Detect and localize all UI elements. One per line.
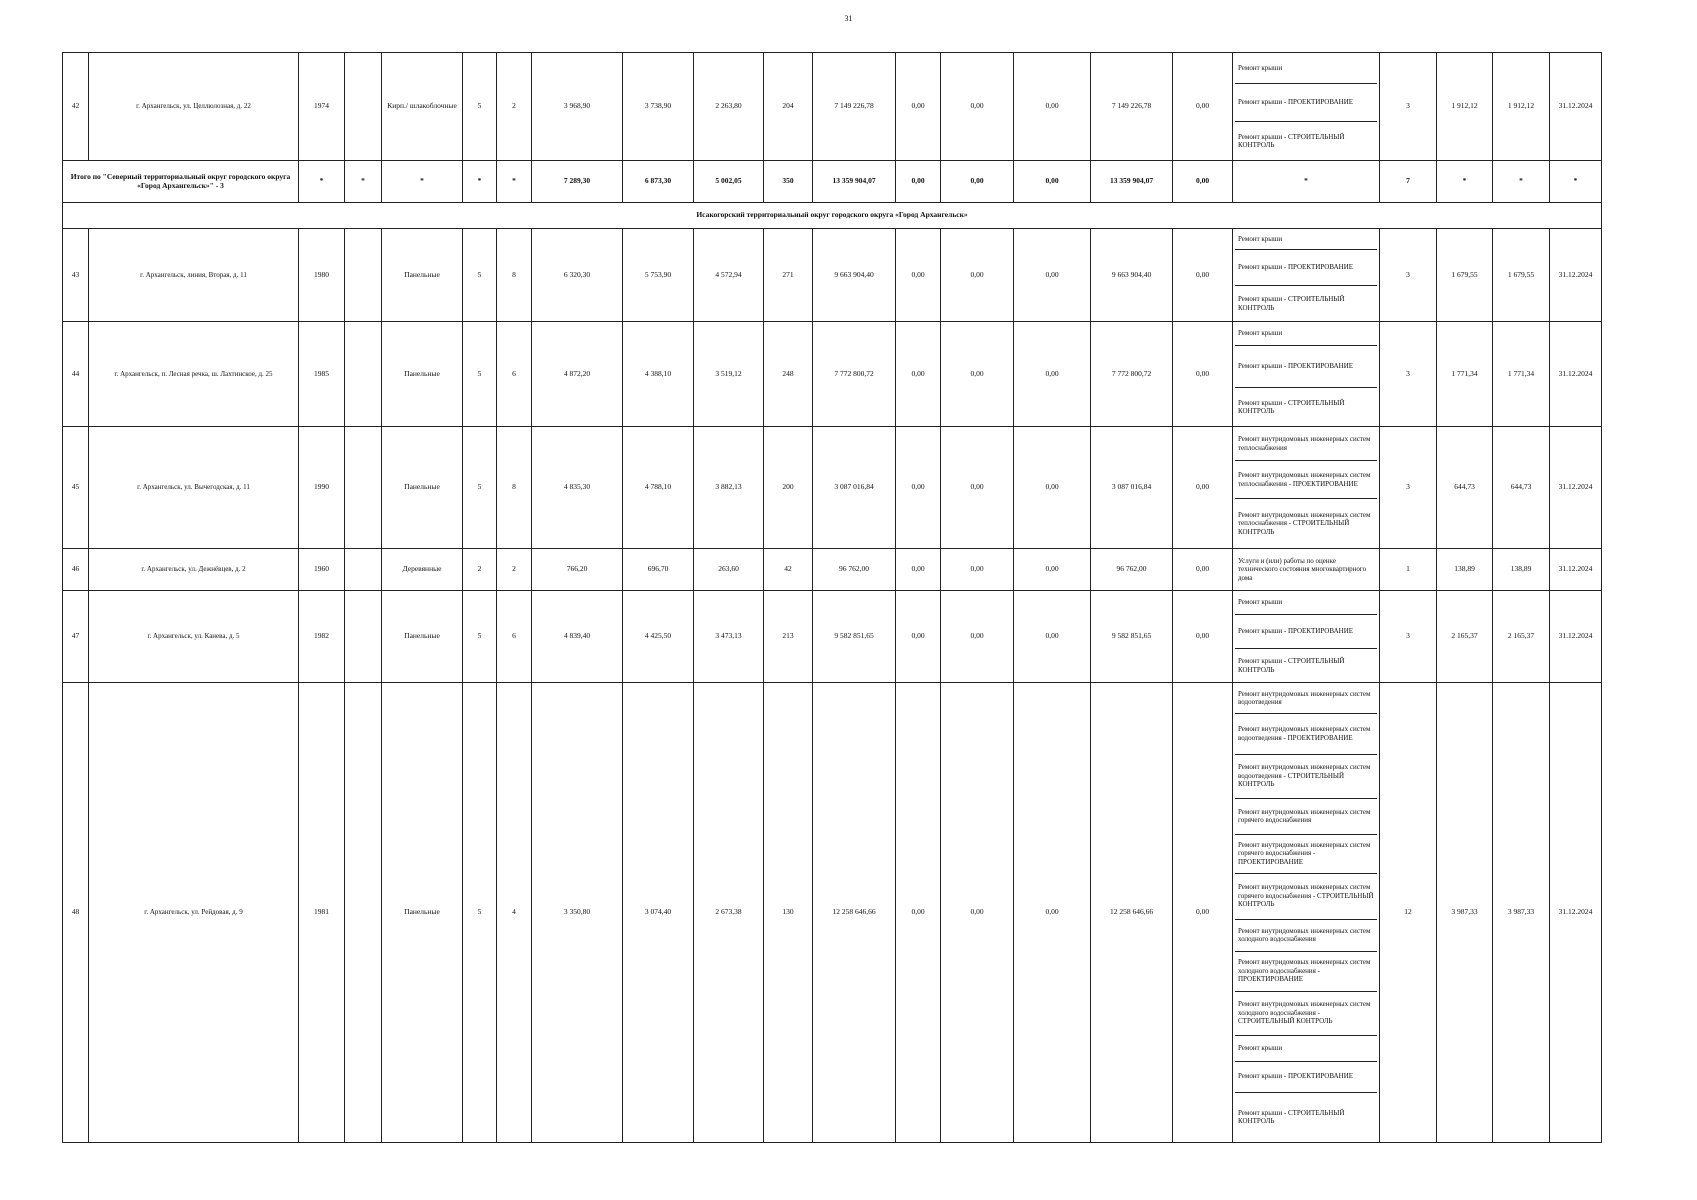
work-item: Ремонт крыши - СТРОИТЕЛЬНЫЙ КОНТРОЛЬ bbox=[1238, 132, 1345, 149]
work-item: Ремонт внутридомовых инженерных систем водоотведения - ПРОЕКТИРОВАНИЕ bbox=[1235, 714, 1377, 755]
floors: 5 bbox=[463, 53, 497, 161]
unit-limit: 1 679,55 bbox=[1493, 229, 1550, 322]
works-count: 12 bbox=[1380, 683, 1437, 1143]
unit-limit: 1 912,12 bbox=[1493, 53, 1550, 161]
area-living: 5 753,90 bbox=[623, 229, 694, 322]
wall-material: Панельные bbox=[382, 591, 463, 683]
residents: 200 bbox=[764, 427, 813, 549]
area-residential: 4 572,94 bbox=[694, 229, 764, 322]
area-total: 4 872,20 bbox=[532, 322, 623, 427]
area-total: 4 835,30 bbox=[532, 427, 623, 549]
fund-other: 0,00 bbox=[1173, 322, 1233, 427]
total-deadline: * bbox=[1550, 161, 1602, 203]
row-number: 42 bbox=[63, 53, 89, 161]
year-built: 1981 bbox=[299, 683, 345, 1143]
floors: 5 bbox=[463, 591, 497, 683]
empty-cell bbox=[345, 683, 382, 1143]
unit-cost: 1 912,12 bbox=[1437, 53, 1493, 161]
work-item: Услуги и (или) работы по оценке технического состояния многоквартирного дома bbox=[1238, 556, 1367, 582]
residents: 248 bbox=[764, 322, 813, 427]
address: г. Архангельск, п. Лесная речка, ш. Лахтинское, д. 25 bbox=[89, 322, 299, 427]
works-list bbox=[1233, 53, 1380, 161]
work-item: Ремонт внутридомовых инженерных систем холодного водоснабжения - ПРОЕКТИРОВАНИЕ bbox=[1235, 952, 1377, 992]
fund-owners: 12 258 646,66 bbox=[1091, 683, 1173, 1143]
unit-cost: 1 679,55 bbox=[1437, 229, 1493, 322]
area-total: 6 320,30 bbox=[532, 229, 623, 322]
deadline: 31.12.2024 bbox=[1550, 683, 1602, 1143]
deadline: 31.12.2024 bbox=[1550, 549, 1602, 591]
year-built: 1985 bbox=[299, 322, 345, 427]
deadline: 31.12.2024 bbox=[1550, 591, 1602, 683]
work-item: Ремонт крыши bbox=[1235, 53, 1377, 84]
total-area-living: 6 873,30 bbox=[623, 161, 694, 203]
fund-region: 0,00 bbox=[941, 229, 1014, 322]
section-row bbox=[63, 203, 1602, 229]
works-count: 3 bbox=[1380, 322, 1437, 427]
fund-region: 0,00 bbox=[941, 322, 1014, 427]
entrances: 4 bbox=[497, 683, 532, 1143]
total-unit-cost: * bbox=[1437, 161, 1493, 203]
address: г. Архангельск, ул. Дежнёвцев, д. 2 bbox=[89, 549, 299, 591]
table-row bbox=[63, 549, 1602, 591]
work-item: Ремонт внутридомовых инженерных систем горячего водоснабжения bbox=[1235, 799, 1377, 835]
unit-cost: 2 165,37 bbox=[1437, 591, 1493, 683]
repair-program-table bbox=[62, 52, 1602, 1143]
work-item: Ремонт внутридомовых инженерных систем водоотведения - СТРОИТЕЛЬНЫЙ КОНТРОЛЬ bbox=[1235, 755, 1377, 799]
area-living: 4 388,10 bbox=[623, 322, 694, 427]
area-total: 3 350,80 bbox=[532, 683, 623, 1143]
works-list bbox=[1233, 549, 1380, 591]
total-fund-region: 0,00 bbox=[941, 161, 1014, 203]
unit-limit: 3 987,33 bbox=[1493, 683, 1550, 1143]
unit-cost: 644,73 bbox=[1437, 427, 1493, 549]
year-built: 1980 bbox=[299, 229, 345, 322]
floors: 5 bbox=[463, 322, 497, 427]
entrances: 8 bbox=[497, 427, 532, 549]
total-fund-local: 0,00 bbox=[1014, 161, 1091, 203]
area-living: 4 425,50 bbox=[623, 591, 694, 683]
fund-federal: 0,00 bbox=[896, 322, 941, 427]
area-residential: 3 882,13 bbox=[694, 427, 764, 549]
fund-owners: 7 772 800,72 bbox=[1091, 322, 1173, 427]
floors: 2 bbox=[463, 549, 497, 591]
works-count: 3 bbox=[1380, 229, 1437, 322]
total-cost: 13 359 904,07 bbox=[813, 161, 896, 203]
row-number: 48 bbox=[63, 683, 89, 1143]
unit-limit: 138,89 bbox=[1493, 549, 1550, 591]
wall-material: Панельные bbox=[382, 322, 463, 427]
entrances: 8 bbox=[497, 229, 532, 322]
address: г. Архангельск, ул. Рейдовая, д. 9 bbox=[89, 683, 299, 1143]
work-item: Ремонт крыши bbox=[1235, 1036, 1377, 1062]
address: г. Архангельск, ул. Канева, д. 5 bbox=[89, 591, 299, 683]
floors: 5 bbox=[463, 427, 497, 549]
fund-region: 0,00 bbox=[941, 549, 1014, 591]
empty-cell bbox=[345, 549, 382, 591]
total-count: 7 bbox=[1380, 161, 1437, 203]
work-item: Ремонт крыши - ПРОЕКТИРОВАНИЕ bbox=[1235, 1062, 1377, 1093]
work-item: Ремонт внутридомовых инженерных систем горячего водоснабжения - ПРОЕКТИРОВАНИЕ bbox=[1235, 835, 1377, 874]
residents: 213 bbox=[764, 591, 813, 683]
fund-region: 0,00 bbox=[941, 53, 1014, 161]
works-list bbox=[1233, 683, 1380, 1143]
works-count: 3 bbox=[1380, 591, 1437, 683]
area-total: 4 839,40 bbox=[532, 591, 623, 683]
fund-other: 0,00 bbox=[1173, 427, 1233, 549]
work-item: Ремонт внутридомовых инженерных систем горячего водоснабжения - СТРОИТЕЛЬНЫЙ КОНТРОЛЬ bbox=[1235, 874, 1377, 920]
work-item: Ремонт крыши - СТРОИТЕЛЬНЫЙ КОНТРОЛЬ bbox=[1238, 657, 1345, 674]
work-item: Ремонт внутридомовых инженерных систем теплоснабжения - ПРОЕКТИРОВАНИЕ bbox=[1235, 461, 1377, 499]
area-living: 3 738,90 bbox=[623, 53, 694, 161]
cost-total: 3 087 016,84 bbox=[813, 427, 896, 549]
work-item: Ремонт внутридомовых инженерных систем теплоснабжения bbox=[1235, 427, 1377, 461]
wall-material: Кирп./ шлакоблочные bbox=[382, 53, 463, 161]
table-row bbox=[63, 683, 1602, 1143]
unit-cost: 3 987,33 bbox=[1437, 683, 1493, 1143]
total-cell: * bbox=[345, 161, 382, 203]
empty-cell bbox=[345, 229, 382, 322]
total-residents: 350 bbox=[764, 161, 813, 203]
residents: 271 bbox=[764, 229, 813, 322]
fund-owners: 3 087 016,84 bbox=[1091, 427, 1173, 549]
empty-cell bbox=[345, 53, 382, 161]
work-item: Ремонт крыши - ПРОЕКТИРОВАНИЕ bbox=[1235, 250, 1377, 286]
residents: 130 bbox=[764, 683, 813, 1143]
work-item: Ремонт крыши - ПРОЕКТИРОВАНИЕ bbox=[1235, 346, 1377, 388]
total-fund-other: 0,00 bbox=[1173, 161, 1233, 203]
row-number: 43 bbox=[63, 229, 89, 322]
wall-material: Деревянные bbox=[382, 549, 463, 591]
works-count: 3 bbox=[1380, 53, 1437, 161]
work-item: Ремонт внутридомовых инженерных систем водоотведения bbox=[1235, 684, 1377, 714]
area-residential: 263,60 bbox=[694, 549, 764, 591]
area-total: 766,20 bbox=[532, 549, 623, 591]
row-number: 44 bbox=[63, 322, 89, 427]
row-number: 45 bbox=[63, 427, 89, 549]
total-cell: * bbox=[382, 161, 463, 203]
unit-limit: 2 165,37 bbox=[1493, 591, 1550, 683]
cost-total: 96 762,00 bbox=[813, 549, 896, 591]
residents: 204 bbox=[764, 53, 813, 161]
fund-local: 0,00 bbox=[1014, 53, 1091, 161]
table-row bbox=[63, 229, 1602, 322]
fund-owners: 96 762,00 bbox=[1091, 549, 1173, 591]
wall-material: Панельные bbox=[382, 683, 463, 1143]
unit-cost: 138,89 bbox=[1437, 549, 1493, 591]
unit-limit: 1 771,34 bbox=[1493, 322, 1550, 427]
fund-other: 0,00 bbox=[1173, 53, 1233, 161]
table-row bbox=[63, 427, 1602, 549]
cost-total: 12 258 646,66 bbox=[813, 683, 896, 1143]
works-list bbox=[1233, 322, 1380, 427]
wall-material: Панельные bbox=[382, 427, 463, 549]
total-unit-limit: * bbox=[1493, 161, 1550, 203]
fund-local: 0,00 bbox=[1014, 322, 1091, 427]
residents: 42 bbox=[764, 549, 813, 591]
entrances: 2 bbox=[497, 549, 532, 591]
year-built: 1974 bbox=[299, 53, 345, 161]
area-residential: 3 473,13 bbox=[694, 591, 764, 683]
deadline: 31.12.2024 bbox=[1550, 229, 1602, 322]
work-item: Ремонт крыши - СТРОИТЕЛЬНЫЙ КОНТРОЛЬ bbox=[1238, 295, 1345, 312]
fund-federal: 0,00 bbox=[896, 683, 941, 1143]
area-living: 3 074,40 bbox=[623, 683, 694, 1143]
table-row bbox=[63, 591, 1602, 683]
fund-local: 0,00 bbox=[1014, 549, 1091, 591]
empty-cell bbox=[345, 427, 382, 549]
address: г. Архангельск, ул. Целлюлозная, д. 22 bbox=[89, 53, 299, 161]
work-item: Ремонт крыши bbox=[1235, 591, 1377, 615]
work-item: Ремонт внутридомовых инженерных систем теплоснабжения - СТРОИТЕЛЬНЫЙ КОНТРОЛЬ bbox=[1238, 510, 1371, 536]
works-count: 1 bbox=[1380, 549, 1437, 591]
work-item: Ремонт крыши - СТРОИТЕЛЬНЫЙ КОНТРОЛЬ bbox=[1238, 398, 1345, 415]
work-item: Ремонт крыши bbox=[1235, 229, 1377, 250]
fund-other: 0,00 bbox=[1173, 229, 1233, 322]
fund-region: 0,00 bbox=[941, 683, 1014, 1143]
work-item: Ремонт крыши - СТРОИТЕЛЬНЫЙ КОНТРОЛЬ bbox=[1238, 1108, 1345, 1125]
cost-total: 7 772 800,72 bbox=[813, 322, 896, 427]
fund-local: 0,00 bbox=[1014, 683, 1091, 1143]
fund-federal: 0,00 bbox=[896, 229, 941, 322]
year-built: 1982 bbox=[299, 591, 345, 683]
works-list bbox=[1233, 229, 1380, 322]
work-item: Ремонт внутридомовых инженерных систем холодного водоснабжения - СТРОИТЕЛЬНЫЙ КОНТРОЛЬ bbox=[1235, 992, 1377, 1036]
fund-federal: 0,00 bbox=[896, 427, 941, 549]
page-number: 31 bbox=[844, 14, 853, 23]
floors: 5 bbox=[463, 683, 497, 1143]
wall-material: Панельные bbox=[382, 229, 463, 322]
total-cell: * bbox=[463, 161, 497, 203]
year-built: 1990 bbox=[299, 427, 345, 549]
total-cell: * bbox=[497, 161, 532, 203]
total-area-res: 5 002,05 bbox=[694, 161, 764, 203]
total-row bbox=[63, 161, 1602, 203]
area-living: 4 788,10 bbox=[623, 427, 694, 549]
total-label: Итого по "Северный территориальный округ городского округа «Город Архангельск»" - 3 bbox=[63, 161, 299, 203]
entrances: 6 bbox=[497, 322, 532, 427]
empty-cell bbox=[345, 591, 382, 683]
fund-owners: 9 582 851,65 bbox=[1091, 591, 1173, 683]
year-built: 1960 bbox=[299, 549, 345, 591]
fund-local: 0,00 bbox=[1014, 427, 1091, 549]
fund-federal: 0,00 bbox=[896, 591, 941, 683]
deadline: 31.12.2024 bbox=[1550, 322, 1602, 427]
cost-total: 9 663 904,40 bbox=[813, 229, 896, 322]
fund-federal: 0,00 bbox=[896, 549, 941, 591]
floors: 5 bbox=[463, 229, 497, 322]
fund-local: 0,00 bbox=[1014, 229, 1091, 322]
area-living: 696,70 bbox=[623, 549, 694, 591]
row-number: 47 bbox=[63, 591, 89, 683]
empty-cell bbox=[345, 322, 382, 427]
table-row bbox=[63, 322, 1602, 427]
work-item: Ремонт крыши - ПРОЕКТИРОВАНИЕ bbox=[1235, 615, 1377, 649]
fund-region: 0,00 bbox=[941, 591, 1014, 683]
area-total: 3 968,90 bbox=[532, 53, 623, 161]
fund-local: 0,00 bbox=[1014, 591, 1091, 683]
unit-limit: 644,73 bbox=[1493, 427, 1550, 549]
works-list bbox=[1233, 591, 1380, 683]
total-fund-federal: 0,00 bbox=[896, 161, 941, 203]
table-row bbox=[63, 53, 1602, 161]
work-item: Ремонт крыши - ПРОЕКТИРОВАНИЕ bbox=[1235, 84, 1377, 122]
deadline: 31.12.2024 bbox=[1550, 53, 1602, 161]
works-count: 3 bbox=[1380, 427, 1437, 549]
total-fund-owners: 13 359 904,07 bbox=[1091, 161, 1173, 203]
total-works: * bbox=[1233, 161, 1380, 203]
area-residential: 2 673,38 bbox=[694, 683, 764, 1143]
works-list bbox=[1233, 427, 1380, 549]
fund-owners: 7 149 226,78 bbox=[1091, 53, 1173, 161]
entrances: 6 bbox=[497, 591, 532, 683]
deadline: 31.12.2024 bbox=[1550, 427, 1602, 549]
area-residential: 3 519,12 bbox=[694, 322, 764, 427]
fund-other: 0,00 bbox=[1173, 683, 1233, 1143]
area-residential: 2 263,80 bbox=[694, 53, 764, 161]
total-cell: * bbox=[299, 161, 345, 203]
entrances: 2 bbox=[497, 53, 532, 161]
work-item: Ремонт внутридомовых инженерных систем холодного водоснабжения bbox=[1235, 920, 1377, 952]
unit-cost: 1 771,34 bbox=[1437, 322, 1493, 427]
row-number: 46 bbox=[63, 549, 89, 591]
section-title: Исакогорский территориальный округ городского округа «Город Архангельск» bbox=[63, 203, 1602, 229]
total-area-total: 7 289,30 bbox=[532, 161, 623, 203]
address: г. Архангельск, ул. Вычегодская, д. 11 bbox=[89, 427, 299, 549]
cost-total: 7 149 226,78 bbox=[813, 53, 896, 161]
address: г. Архангельск, линия, Вторая, д. 11 bbox=[89, 229, 299, 322]
fund-other: 0,00 bbox=[1173, 549, 1233, 591]
fund-region: 0,00 bbox=[941, 427, 1014, 549]
fund-federal: 0,00 bbox=[896, 53, 941, 161]
cost-total: 9 582 851,65 bbox=[813, 591, 896, 683]
fund-other: 0,00 bbox=[1173, 591, 1233, 683]
work-item: Ремонт крыши bbox=[1235, 322, 1377, 346]
fund-owners: 9 663 904,40 bbox=[1091, 229, 1173, 322]
